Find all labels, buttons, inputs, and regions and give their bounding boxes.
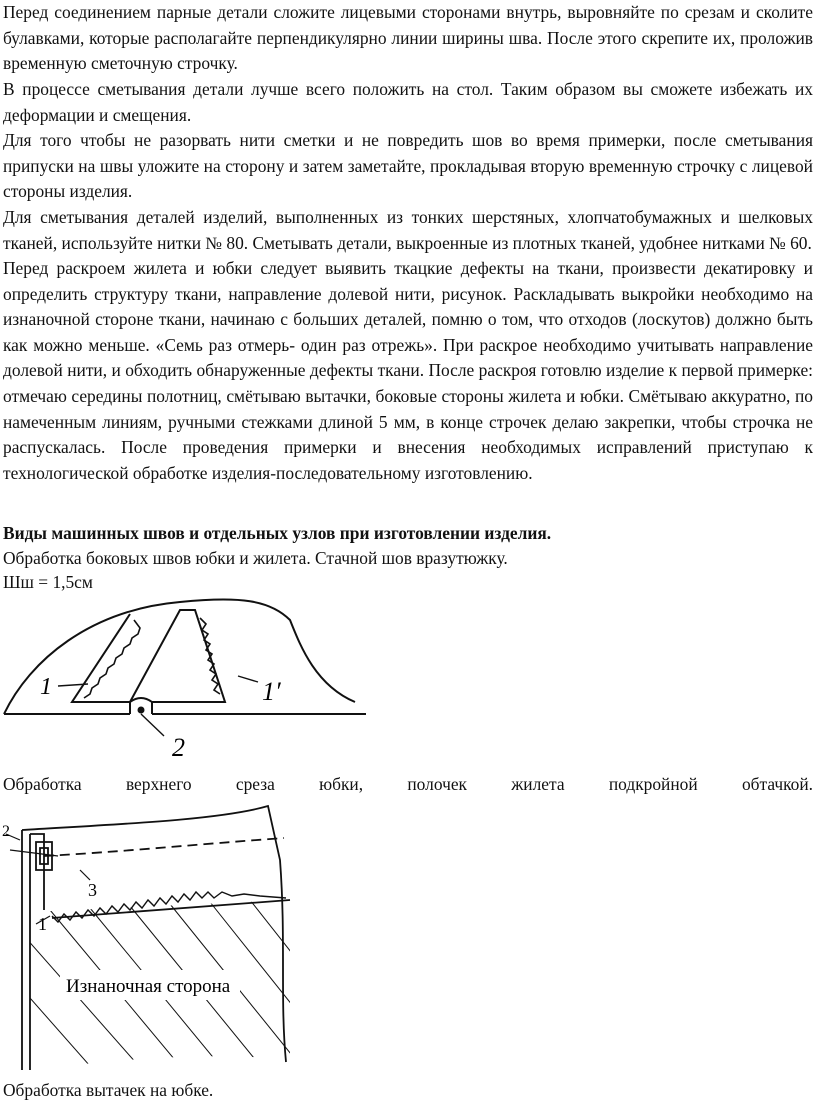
caption-darts: Обработка вытачек на юбке. [3,1080,214,1100]
fig2-label-2: 2 [2,823,10,840]
section-heading: Виды машинных швов и отдельных узлов при изготовлении изделия. [3,523,552,543]
fig2-label-3: 3 [88,880,97,900]
fig2-label-1: 1 [38,914,47,934]
caption-facing-text: Обработка верхнего среза юбки, полочек жилета подкройной обтачкой. [3,774,813,794]
paragraph-4: Для сметывания деталей изделий, выполненных из тонких шерстяных, хлопчатобумажных и шелковых тканей, используйте нитки № 80. Сметывать детали, выкроенные из плотных тканей, удобнее нитками № 60. [3,207,813,253]
paragraph-2: В процессе сметывания детали лучше всего положить на стол. Таким образом вы сможете избежать их деформации и смещения. [3,79,813,125]
label-1-prime: 1′ [262,677,281,706]
caption-facing [3,772,813,797]
seam-stitch-dot [138,707,145,714]
paragraph-1: Перед соединением парные детали сложите лицевыми сторонами внутрь, выровняйте по срезам и сколите булавками, которые располагайте перпендикулярно линии ширины шва. После этого скрепите их, проложив временную сметочную строчку. [3,2,813,74]
wrong-side-label: Изнаночная сторона [66,976,231,997]
paragraph-5: Перед раскроем жилета и юбки следует выявить ткацкие дефекты на ткани, произвести декатировку и определить структуру ткани, направление долевой нити, рисунок. Раскладывать выкройки необходимо на изнаночной стороне ткани, начинаю с больших деталей, помню о том, что отходов (лоскутов) должно быть как можно меньше. «Семь раз отмерь- один раз отрежь». При раскрое необходимо учитывать направление долевой нити, и обходить обнаруженные дефекты ткани. После раскроя готовлю изделие к первой примерке: отмечаю середины полотниц, смётываю вытачки, боковые стороны жилета и юбки. Смётываю аккуратно, по намеченным линиям, ручными стежками длиной 5 мм, в конце строчек делаю закрепки, чтобы строчка не распускалась. После проведения примерки и внесения необходимых исправлений приступаю к технологической обработке изделия-последовательному изготовлению. [3,258,813,483]
caption-side-seams: Обработка боковых швов юбки и жилета. Стачной шов вразутюжку. [3,548,508,568]
open-seam-figure [0,590,816,765]
facing-figure [0,800,816,1075]
label-1: 1 [40,674,52,700]
label-2: 2 [172,733,185,762]
paragraph-3: Для того чтобы не разорвать нити сметки и не повредить шов во время примерки, после сметывания припуски на швы уложите на сторону и затем заметайте, прокладывая вторую временную строчку с лицевой стороны изделия. [3,130,813,202]
seam-width-label: Шш = 1,5см [3,572,93,592]
